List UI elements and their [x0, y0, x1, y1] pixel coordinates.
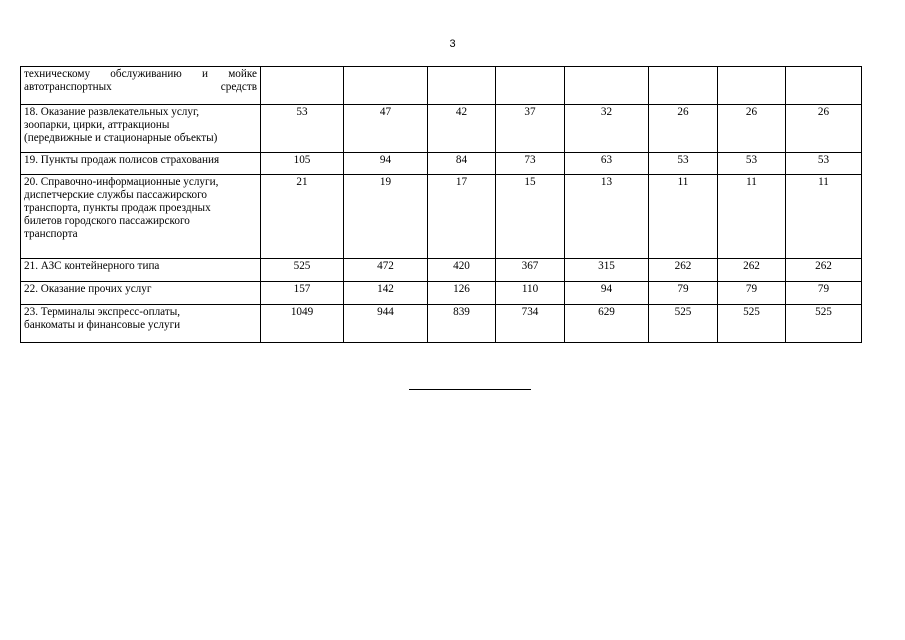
- value-cell: 525: [649, 305, 718, 343]
- value-cell: 79: [649, 282, 718, 305]
- value-cell: [565, 67, 649, 105]
- table-body: [21, 67, 862, 343]
- service-name-line: транспорта, пункты продаж проездных: [24, 202, 211, 214]
- value-cell: 105: [261, 153, 344, 175]
- value-cell: 157: [261, 282, 344, 305]
- value-cell: 1049: [261, 305, 344, 343]
- page-number: 3: [449, 38, 456, 50]
- value-cell: 525: [261, 259, 344, 282]
- value-cell: 142: [344, 282, 428, 305]
- service-name-line: 22. Оказание прочих услуг: [24, 283, 152, 295]
- value-cell: 420: [428, 259, 496, 282]
- value-cell: 19: [344, 175, 428, 259]
- value-cell: 17: [428, 175, 496, 259]
- value-cell: 367: [496, 259, 565, 282]
- value-cell: 734: [496, 305, 565, 343]
- value-cell: 79: [786, 282, 862, 305]
- value-cell: 11: [649, 175, 718, 259]
- value-cell: 42: [428, 105, 496, 153]
- value-cell: 11: [786, 175, 862, 259]
- value-cell: 525: [786, 305, 862, 343]
- table-row: [21, 153, 862, 175]
- service-name-line: билетов городского пассажирского: [24, 215, 190, 227]
- value-cell: [261, 67, 344, 105]
- value-cell: 26: [786, 105, 862, 153]
- service-name-cell: [21, 153, 261, 175]
- value-cell: 262: [786, 259, 862, 282]
- service-name-cell: [21, 175, 261, 259]
- value-cell: 110: [496, 282, 565, 305]
- value-cell: 37: [496, 105, 565, 153]
- service-name-line: (передвижные и стационарные объекты): [24, 132, 218, 144]
- service-name-cell: [21, 67, 261, 105]
- service-name-line: диспетчерские службы пассажирского: [24, 189, 208, 201]
- value-cell: [428, 67, 496, 105]
- service-name-line: банкоматы и финансовые услуги: [24, 319, 181, 331]
- service-name-line: автотранспортных средств: [24, 81, 257, 93]
- service-name-cell: [21, 305, 261, 343]
- value-cell: [786, 67, 862, 105]
- value-cell: 472: [344, 259, 428, 282]
- value-cell: 262: [718, 259, 786, 282]
- service-name-line: 18. Оказание развлекательных услуг,: [24, 106, 200, 118]
- service-name-line: транспорта: [24, 228, 78, 240]
- value-cell: 262: [649, 259, 718, 282]
- table-row: [21, 305, 862, 343]
- value-cell: [496, 67, 565, 105]
- value-cell: 126: [428, 282, 496, 305]
- table-row: [21, 282, 862, 305]
- fees-table: [20, 66, 862, 343]
- value-cell: 21: [261, 175, 344, 259]
- value-cell: 944: [344, 305, 428, 343]
- value-cell: 53: [786, 153, 862, 175]
- value-cell: 11: [718, 175, 786, 259]
- service-name-line: техническому обслуживанию и мойке: [24, 68, 257, 80]
- value-cell: 53: [261, 105, 344, 153]
- value-cell: 315: [565, 259, 649, 282]
- value-cell: 32: [565, 105, 649, 153]
- table-row: [21, 105, 862, 153]
- value-cell: 53: [718, 153, 786, 175]
- value-cell: 84: [428, 153, 496, 175]
- value-cell: 53: [649, 153, 718, 175]
- value-cell: 94: [344, 153, 428, 175]
- service-name-line: зоопарки, цирки, аттракционы: [24, 119, 170, 131]
- value-cell: [649, 67, 718, 105]
- service-name-line: 23. Терминалы экспресс-оплаты,: [24, 306, 181, 318]
- value-cell: 47: [344, 105, 428, 153]
- service-name-line: 21. АЗС контейнерного типа: [24, 260, 160, 272]
- table-row: [21, 259, 862, 282]
- value-cell: 73: [496, 153, 565, 175]
- value-cell: 26: [718, 105, 786, 153]
- value-cell: 63: [565, 153, 649, 175]
- service-name-cell: [21, 259, 261, 282]
- service-name-cell: [21, 105, 261, 153]
- value-cell: 629: [565, 305, 649, 343]
- service-name-cell: [21, 282, 261, 305]
- value-cell: 13: [565, 175, 649, 259]
- value-cell: 839: [428, 305, 496, 343]
- value-cell: 525: [718, 305, 786, 343]
- value-cell: [344, 67, 428, 105]
- value-cell: 94: [565, 282, 649, 305]
- service-name-line: 20. Справочно-информационные услуги,: [24, 176, 219, 188]
- value-cell: 26: [649, 105, 718, 153]
- table-row: [21, 67, 862, 105]
- value-cell: [718, 67, 786, 105]
- value-cell: 15: [496, 175, 565, 259]
- value-cell: 79: [718, 282, 786, 305]
- service-name-line: 19. Пункты продаж полисов страхования: [24, 154, 220, 166]
- footer-separator-line: [409, 389, 531, 390]
- table-row: [21, 175, 862, 259]
